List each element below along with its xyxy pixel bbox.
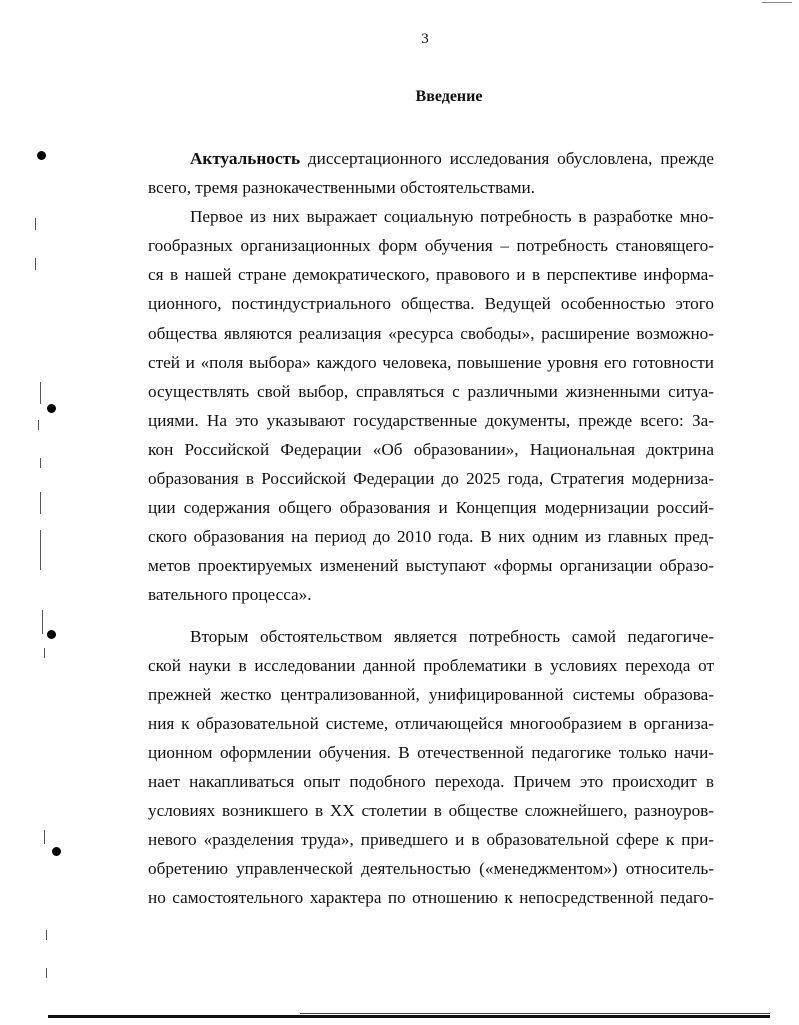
scan-artifact <box>42 610 43 634</box>
paragraph-line: условиях возникшего в XX столетии в обществе сложнейшего, разноуров- <box>148 801 714 821</box>
paragraph-line: нает накапливаться опыт подобного перехода. Причем это происходит в <box>148 771 714 791</box>
paragraph-line: стей и «поля выбора» каждого человека, повышение уровня его готовности <box>148 352 714 372</box>
punch-hole-mark <box>47 404 56 413</box>
punch-hole-mark <box>47 630 56 639</box>
paragraph-line: обретению управленческой деятельностью («менеджментом») относитель- <box>148 859 714 879</box>
paragraph-line: невого «разделения труда», приведшего и в образовательной сфере к при- <box>148 830 714 850</box>
scan-bottom-edge <box>48 1015 770 1018</box>
paragraph-line: всего, тремя разнокачественными обстоятельствами. <box>148 178 535 198</box>
paragraph-line: ния к образовательной системе, отличающейся многообразием в организа- <box>148 713 714 733</box>
paragraph-line: но самостоятельного характера по отношению к непосредственной педаго- <box>148 888 714 908</box>
paragraph-line: метов проектируемых изменений выступают «формы организации образо- <box>148 556 714 576</box>
paragraph-line: ционного, постиндустриального общества. Ведущей особенностью этого <box>148 294 714 314</box>
punch-hole-mark <box>37 151 46 160</box>
scan-artifact <box>38 420 39 430</box>
paragraph-line: ся в нашей стране демократического, правового и в перспективе информа- <box>148 265 714 285</box>
page-number: 3 <box>421 31 429 47</box>
scan-artifact <box>40 492 41 514</box>
section-heading: Введение <box>415 88 483 105</box>
paragraph-line: образования в Российской Федерации до 2025 года, Стратегия модерниза- <box>148 469 714 489</box>
paragraph-line: ционном оформлении обучения. В отечественной педагогике только начи- <box>148 742 714 762</box>
scan-artifact <box>44 648 45 658</box>
scan-artifact <box>46 930 47 940</box>
scan-artifact <box>35 218 36 230</box>
bold-lead-term: Актуальность <box>190 149 301 168</box>
punch-hole-mark <box>52 847 61 856</box>
scan-artifact <box>44 830 45 844</box>
paragraph-line: Вторым обстоятельством является потребность самой педагогиче- <box>190 626 714 646</box>
paragraph-line: ции содержания общего образования и Концепция модернизации россий- <box>148 498 714 518</box>
paragraph-line: ского образования на период до 2010 года. В них одним из главных пред- <box>148 527 714 547</box>
paragraph-line: циями. На это указывают государственные документы, прежде всего: За- <box>148 410 714 430</box>
paragraph-line: ской науки в исследовании данной проблематики в условиях перехода от <box>148 655 714 675</box>
paragraph-line: общества являются реализация «ресурса свободы», расширение возможно- <box>148 323 714 343</box>
paragraph-line: вательного процесса». <box>148 585 312 605</box>
paragraph-gap <box>148 610 714 622</box>
paragraph-line: кон Российской Федерации «Об образовании», Национальная доктрина <box>148 439 714 459</box>
scan-artifact <box>46 968 47 978</box>
scan-artifact <box>40 458 41 468</box>
scan-artifact <box>40 382 41 404</box>
scan-artifact <box>300 1013 770 1014</box>
paragraph-line: Первое из них выражает социальную потребность в разработке мно- <box>190 207 714 227</box>
scan-artifact <box>762 2 792 3</box>
scan-artifact <box>40 530 41 570</box>
paragraph-line: Актуальность диссертационного исследования обусловлена, прежде <box>190 149 714 168</box>
scan-artifact <box>35 258 36 270</box>
paragraph-line: прежней жестко централизованной, унифицированной системы образова- <box>148 684 714 704</box>
paragraph-line: осуществлять свой выбор, справляться с различными жизненными ситуа- <box>148 381 714 401</box>
body-text <box>148 144 714 912</box>
paragraph-line: гообразных организационных форм обучения – потребность становящего- <box>148 236 714 256</box>
